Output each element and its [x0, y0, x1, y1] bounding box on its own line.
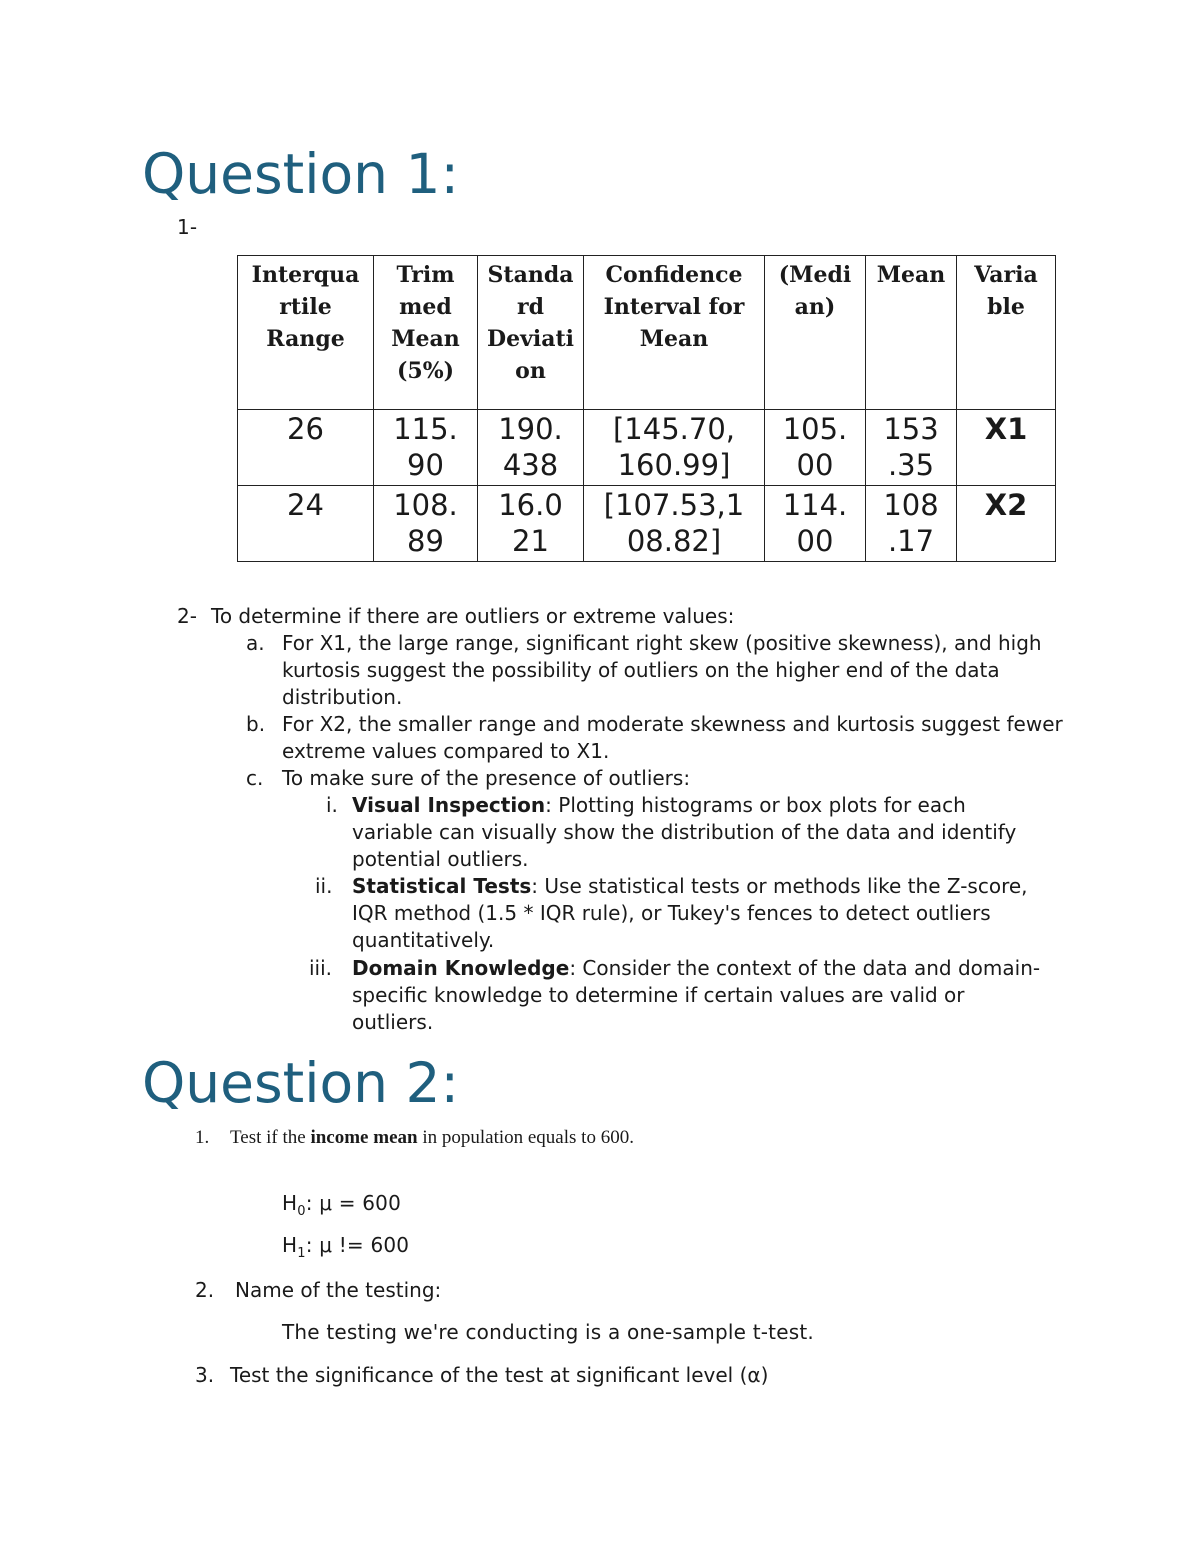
table-cell: [107.53,1 08.82] — [584, 486, 765, 562]
q2-item-3-marker: 3. — [195, 1363, 215, 1387]
table-cell: 16.0 21 — [478, 486, 584, 562]
table-cell: 108. 89 — [374, 486, 478, 562]
q2-item-2-answer: The testing we're conducting is a one-sample t-test. — [282, 1320, 814, 1344]
statistics-table — [237, 255, 1056, 562]
variable-cell: X2 — [957, 486, 1056, 562]
item-2-text: To determine if there are outliers or extreme values: — [211, 604, 735, 628]
table-cell: 153 .35 — [866, 410, 957, 486]
header-cell: Standa rd Deviati on — [478, 256, 584, 410]
method-text — [352, 873, 1042, 954]
table-row — [238, 486, 1056, 562]
h-letter: H — [282, 1191, 298, 1215]
h-rest: : μ = 600 — [305, 1191, 402, 1215]
table-cell: 105. 00 — [765, 410, 866, 486]
alternative-hypothesis — [282, 1232, 409, 1267]
income-mean-bold: income mean — [310, 1127, 418, 1148]
header-cell: Trim med Mean (5%) — [374, 256, 478, 410]
method-name: Domain Knowledge — [352, 956, 570, 980]
h-letter: H — [282, 1233, 298, 1257]
table-cell: 115. 90 — [374, 410, 478, 486]
variable-cell: X1 — [957, 410, 1056, 486]
table-cell: 190. 438 — [478, 410, 584, 486]
text-span: Test if the — [230, 1127, 311, 1148]
method-text — [352, 955, 1042, 1036]
q2-item-2-marker: 2. — [195, 1278, 215, 1302]
h-rest: : μ != 600 — [305, 1233, 410, 1257]
table-cell: 24 — [238, 486, 374, 562]
method-description: : Consider the context of the data and domain-specific knowledge to determine if certain values are valid or outliers. — [352, 956, 1041, 1034]
text-span: in population equals to 600. — [417, 1127, 634, 1148]
header-cell: Varia ble — [957, 256, 1056, 410]
h-subscript: 0 — [297, 1204, 306, 1219]
roman-marker: ii. — [315, 874, 333, 898]
header-cell: (Medi an) — [765, 256, 866, 410]
roman-marker: i. — [326, 793, 338, 817]
table-cell: 108 .17 — [866, 486, 957, 562]
null-hypothesis — [282, 1190, 401, 1225]
q2-item-1-text — [230, 1124, 930, 1151]
table-cell: [145.70, 160.99] — [584, 410, 765, 486]
roman-marker: iii. — [309, 956, 333, 980]
sub-item-text: For X1, the large range, significant right skew (positive skewness), and high kurtosis suggest the possibility of outliers on the higher end of the data distribution. — [282, 631, 1042, 709]
method-text — [352, 792, 1042, 873]
header-cell: Mean — [866, 256, 957, 410]
table-cell: 26 — [238, 410, 374, 486]
q2-item-3-text: Test the significance of the test at significant level (α) — [230, 1363, 769, 1387]
sub-item-marker: c. — [246, 766, 264, 790]
sub-item-text: For X2, the smaller range and moderate skewness and kurtosis suggest fewer extreme values compared to X1. — [282, 712, 1063, 763]
table-cell: 114. 00 — [765, 486, 866, 562]
header-cell: Confidence Interval for Mean — [584, 256, 765, 410]
h-subscript: 1 — [297, 1246, 306, 1261]
question-2-heading: Question 2: — [142, 1051, 460, 1115]
sub-item-text: To make sure of the presence of outliers: — [282, 766, 691, 790]
item-2-label: 2- — [177, 604, 197, 628]
sub-item-marker: a. — [246, 631, 265, 655]
table-row — [238, 410, 1056, 486]
table-header-row — [238, 256, 1056, 410]
method-name: Statistical Tests — [352, 874, 532, 898]
item-1-label: 1- — [177, 215, 198, 239]
method-description: : Use statistical tests or methods like the Z-score, IQR method (1.5 * IQR rule), or Tukey's fences to detect outliers quantitatively. — [352, 874, 1028, 952]
question-1-heading: Question 1: — [142, 142, 460, 206]
q2-item-1-marker: 1. — [195, 1127, 210, 1148]
method-name: Visual Inspection — [352, 793, 546, 817]
sub-item-marker: b. — [246, 712, 266, 736]
q2-item-2-text: Name of the testing: — [235, 1278, 442, 1302]
method-description: : Plotting histograms or box plots for each variable can visually show the distribution of the data and identify potential outliers. — [352, 793, 1017, 871]
header-cell: Interqua rtile Range — [238, 256, 374, 410]
